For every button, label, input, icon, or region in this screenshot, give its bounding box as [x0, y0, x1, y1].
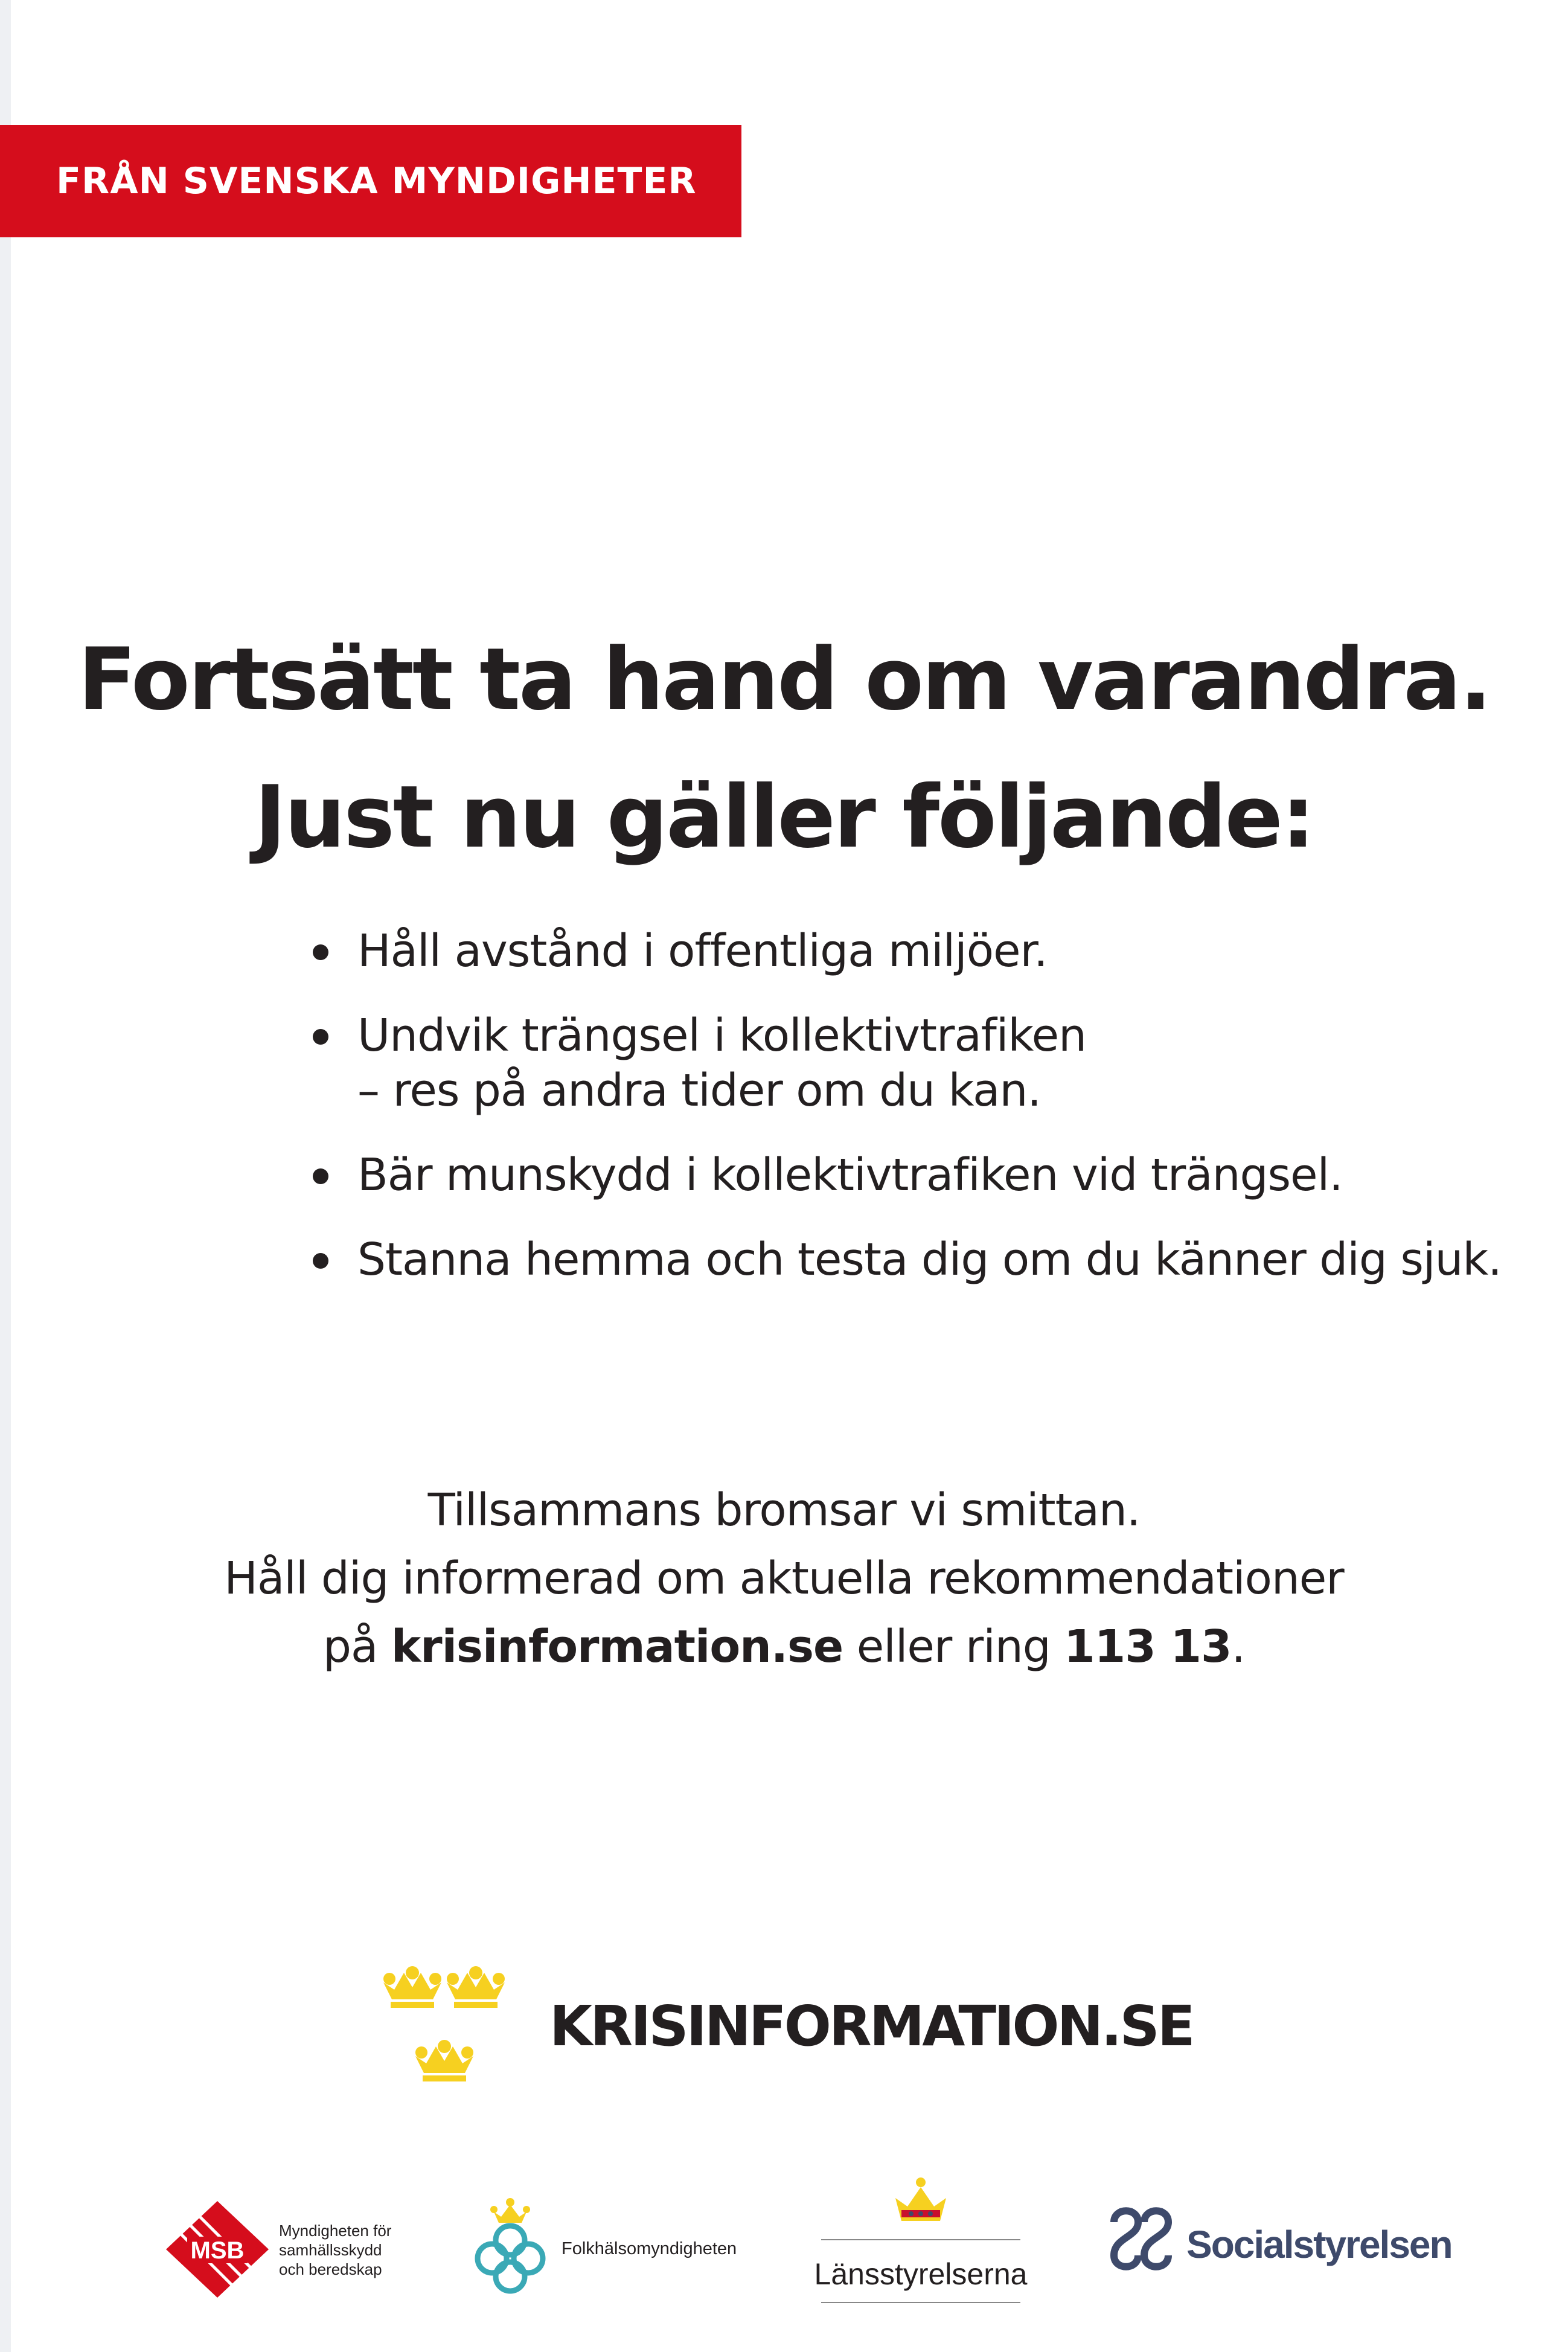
msb-name-line-1: Myndigheten för	[279, 2222, 392, 2240]
list-item	[308, 924, 1502, 978]
source-banner	[0, 125, 741, 237]
closing-line-1: Tillsammans bromsar vi smittan.	[427, 1484, 1141, 1536]
closing-prefix: på	[323, 1621, 378, 1673]
divider	[821, 2239, 1020, 2240]
website-link[interactable]: krisinformation.se	[391, 1621, 843, 1673]
list-item-text-continued: – res på andra tider om du kan.	[357, 1064, 1041, 1117]
socialstyrelsen-name: Socialstyrelsen	[1186, 2223, 1452, 2266]
list-item-text: Bär munskydd i kollektivtrafiken vid trängsel.	[357, 1149, 1343, 1201]
headline-line-1: Fortsätt ta hand om varandra.	[77, 630, 1491, 729]
msb-badge-text: MSB	[190, 2237, 245, 2264]
phone-number: 113 13	[1064, 1621, 1232, 1673]
msb-name-line-3: och beredskap	[279, 2260, 382, 2278]
closing-suffix: .	[1231, 1621, 1245, 1673]
bullet-icon	[313, 1029, 328, 1045]
list-item-text: Undvik trängsel i kollektivtrafiken	[357, 1010, 1087, 1062]
krisinformation-brand	[380, 1959, 1238, 2098]
folkhalsomyndigheten-logo	[465, 2183, 779, 2304]
folkhalsomyndigheten-name: Folkhälsomyndigheten	[562, 2239, 737, 2258]
closing-message	[0, 1476, 1568, 1681]
msb-name-line-2: samhällsskydd	[279, 2241, 382, 2259]
source-banner-text: FRÅN SVENSKA MYNDIGHETER	[56, 160, 697, 202]
bullet-icon	[313, 1168, 328, 1184]
headline-line-2: Just nu gäller följande:	[254, 767, 1314, 867]
list-item-text: Håll avstånd i offentliga miljöer.	[357, 925, 1048, 977]
socialstyrelsen-logo	[1102, 2198, 1458, 2289]
list-item	[308, 1148, 1502, 1202]
closing-line-3	[0, 1613, 1568, 1681]
closing-middle: eller ring	[856, 1621, 1051, 1673]
crown-icon	[891, 2174, 951, 2228]
bullet-icon	[313, 944, 328, 960]
bullet-icon	[313, 1253, 328, 1269]
three-crowns-icon	[380, 1959, 507, 2098]
lansstyrelserna-logo	[806, 2174, 1035, 2313]
folkhalsomyndigheten-emblem-icon	[465, 2183, 555, 2304]
list-item	[308, 1008, 1502, 1118]
krisinformation-wordmark: KRISINFORMATION.SE	[549, 1994, 1193, 2059]
guidelines-list	[308, 924, 1502, 1317]
page-edge	[0, 0, 11, 2352]
msb-name	[279, 2221, 391, 2279]
closing-line-2: Håll dig informerad om aktuella rekommendationer	[224, 1553, 1344, 1604]
msb-diamond-icon	[163, 2198, 272, 2301]
socialstyrelsen-emblem-icon	[1102, 2198, 1180, 2277]
list-item	[308, 1232, 1502, 1287]
list-item-text: Stanna hemma och testa dig om du känner dig sjuk.	[357, 1234, 1502, 1286]
msb-logo	[163, 2198, 435, 2301]
divider	[821, 2302, 1020, 2303]
lansstyrelserna-name: Länsstyrelserna	[814, 2257, 1028, 2291]
